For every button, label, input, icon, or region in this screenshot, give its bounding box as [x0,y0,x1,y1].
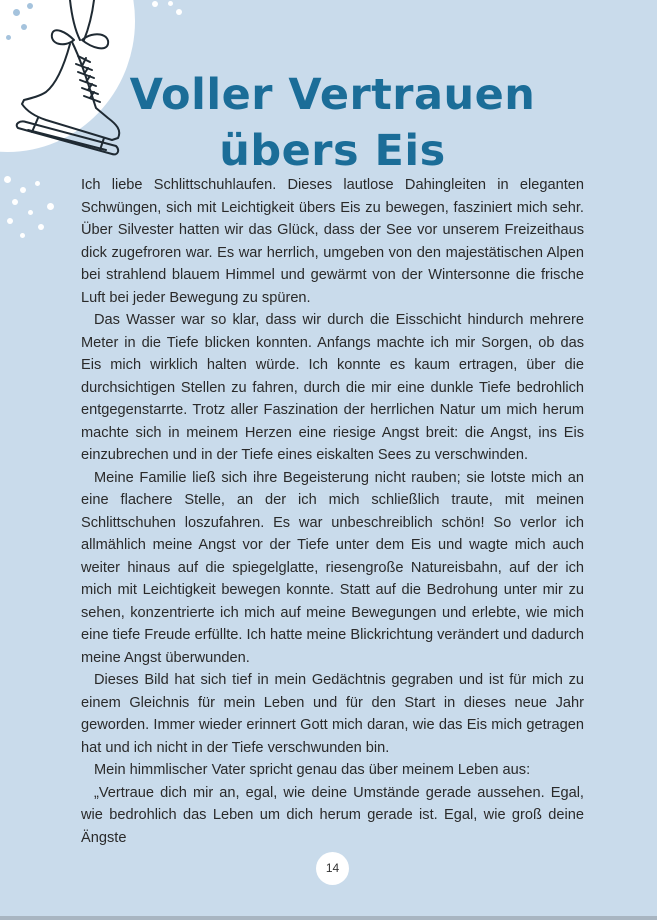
paragraph: Mein himmlischer Vater spricht genau das über meinem Leben aus: [94,762,531,778]
snow-dot [12,199,18,205]
bottom-rule [0,916,657,920]
page-number: 14 [316,852,349,885]
snow-dot [35,181,40,186]
snow-dot [7,218,13,224]
snow-dot [28,210,33,215]
title-line-2: übers Eis [219,125,446,176]
body-text [81,174,584,849]
snow-dot [168,1,173,6]
title-line-1: Voller Vertrauen [129,69,536,120]
snow-dot [38,224,44,230]
paragraph: Meine Familie ließ sich ihre Begeisterung nicht rauben; sie lotste mich an eine flachere Stelle, an der ich mich schließlich traute, mit meinen Schlittschuhen loszufahren. Es war unbeschreiblich schön! So verlor ich allmählich meine Angst vor der Tiefe unter dem Eis und wagte mich auch weiter hinaus auf die spiegelglatte, riesengroße Natureisbahn, auf der ich mich mit Leichtigkeit bewegen konnte. Statt auf die Bedrohung unter mir zu sehen, konzentrierte ich mich auf meine Bewegungen und erlebte, wie mich eine tiefe Freude erfüllte. Ich hatte meine Blickrichtung verändert und dadurch meine Angst überwunden. [81,469,584,666]
snow-dot [20,187,26,193]
paragraph: „Vertraue dich mir an, egal, wie deine Umstände gerade aussehen. Egal, wie bedrohlich das Leben um dich herum gerade ist. Egal, wie groß deine Ängste [81,784,584,846]
page-title [0,67,657,179]
paragraph: Ich liebe Schlittschuhlaufen. Dieses lautlose Dahingleiten in eleganten Schwüngen, sich mit Leichtigkeit übers Eis zu bewegen, fasziniert mich sehr. Über Silvester hatten wir das Glück, dass der See vor unserem Freizeithaus dick zugefroren war. Es war herrlich, umgeben von den majestätischen Alpen bei strahlend blauem Himmel und gewärmt von der Wintersonne die frische Luft bei jeder Bewegung zu spüren. [81,177,584,306]
snow-dot [152,1,158,7]
snow-dot [47,203,54,210]
snow-dot [20,233,25,238]
paragraph: Dieses Bild hat sich tief in mein Gedächtnis gegraben und ist für mich zu einem Gleichnis für mein Leben und für den Start in dieses neue Jahr geworden. Immer wieder erinnert Gott mich daran, wie das Eis mich getragen hat und ich nicht in der Tiefe verschwunden bin. [81,672,584,756]
snow-dot [176,9,182,15]
paragraph: Das Wasser war so klar, dass wir durch die Eisschicht hindurch mehrere Meter in die Tiefe blicken konnten. Anfangs machte ich mir Sorgen, ob das Eis mich wirklich halten würde. Ich konnte es kaum ertragen, über die durchsichtigen Stellen zu fahren, durch die mir eine dunkle Tiefe bedrohlich entgegenstarrte. Trotz aller Faszination der herrlichen Natur um mich herum machte sich in meinem Herzen eine riesige Angst breit: die Angst, ins Eis einzubrechen und in der Tiefe eines eiskalten Sees zu verschwinden. [81,312,584,463]
